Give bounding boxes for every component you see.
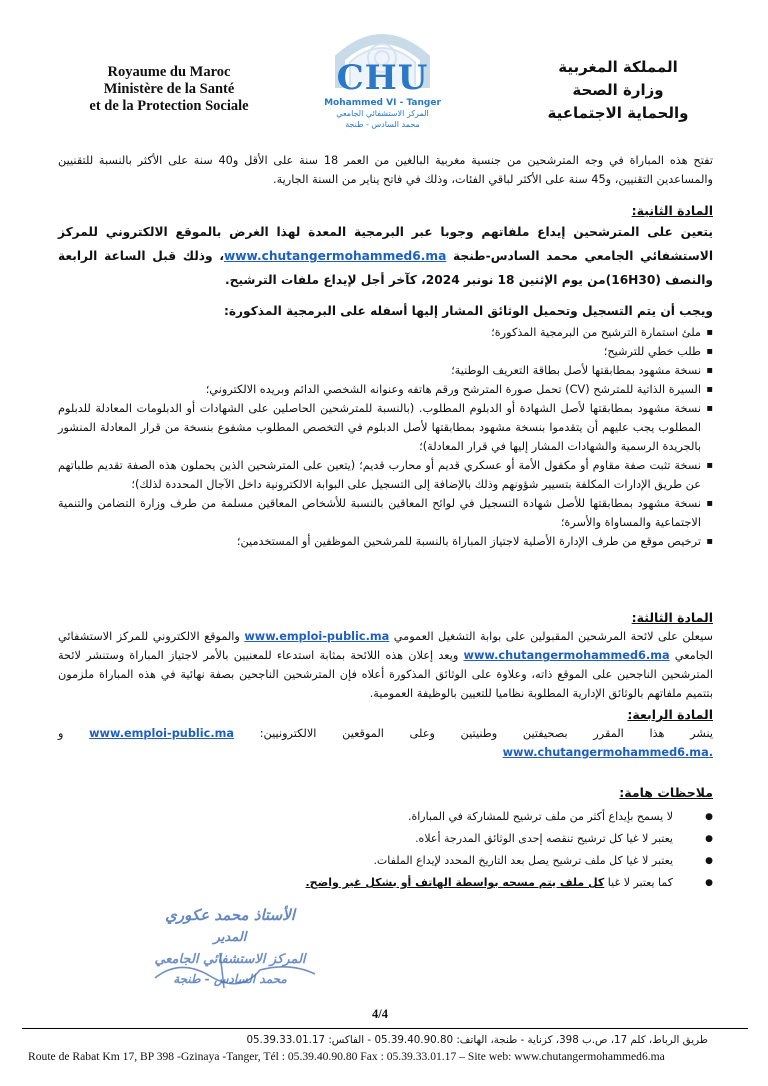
article-3-text-3: ويعد إعلان هذه اللائحة بمثابة استدعاء للمعنيين بالأمر لاجتياز المباراة وستنشر لائحة المترشحين الناجحين على الموقع ذاته، وعلاوة على الوثائق المذكورة أعلاه فإن المترشحين الناجحين بصفة نهائية في هذه المباراة ملزمون بتتميم ملفاتهم بالوثائق الإدارية المطلوبة نظاميا للتعيين بالوظيفة العمومية. [58,649,713,700]
intro-paragraph: تفتح هذه المباراة في وجه المترشحين من جنسية مغربية البالغين من العمر 18 سنة على الأقل و40 سنة على الأكثر بالنسبة للتقنيين والمساعدين التقنيين، و45 سنة على الأكثر لباقي الفئات، وذلك في فاتح يناير من السنة الجارية. [58,154,713,186]
footer-french: Route de Rabat Km 17, BP 398 -Gzinaya -Tanger, Tél : 05.39.40.90.80 Fax : 05.39.33.01.17 – Site web: www.chutangermohammed6.ma [28,1050,665,1063]
article-4-and: و [58,727,64,740]
header-ar-line2: وزارة الصحة [572,81,664,99]
list-item: ▪ السيرة الذاتية للمترشح (CV) تحمل صورة المترشح ورقم هاتفه وعنوانه الشخصي الدائم وبريده الالكتروني؛ [58,380,713,399]
list-item: ▪ طلب خطي للترشيح؛ [58,342,713,361]
emploi-public-link[interactable]: www.emploi-public.ma [244,630,390,643]
header-fr-line2: Ministère de la Santé [103,81,235,97]
stamp-line4: محمد السادس - طنجة [173,972,287,986]
logo-ar-line2: محمد السادس - طنجة [345,120,420,129]
list-item: ● يعتبر لا غيا كل ترشيح تنقصه إحدى الوثائق المدرجة أعلاه. [58,828,713,850]
footer-arabic: طريق الرباط، كلم 17، ص.ب 398، كزناية - طنجة، الهاتف: 05.39.40.90.80 - الفاكس: 05.39.33.01.17 [246,1034,708,1046]
notes-list [58,806,713,894]
list-item: ▪ نسخة مشهود بمطابقتها لأصل الشهادة أو الدبلوم المطلوب. (بالنسبة للمترشحين الحاصلين على الشهادات أو الدبلومات المعادلة للدبلوم المطلوب يجب عليهم أن يتقدموا بنسخة مشهود بمطابقتها لأصل الدبلوم في التخصص المطلوب مشفوع بنسخة من قرار المعادلة المنشور بالجريدة الرسمية والشهادات المشار إليها في قرار المعادلة)؛ [58,399,713,456]
article-3-text-2: والموقع الالكتروني للمركز الاستشفائي الجامعي [58,630,714,662]
notes-title: ملاحظات هامة: [619,785,713,800]
list-item: ▪ نسخة مشهود بمطابقتها للأصل شهادة التسجيل في لوائح المعاقين بالنسبة للأشخاص المعاقين مسلمة من طرف وزارة التضامن والتنمية الاجتماعية والمساواة والأسرة؛ [58,494,713,532]
article-2-title: المادة الثانية: [631,203,713,218]
stamp-line2: المدير [213,930,247,945]
logo-ar-line1: المركز الاستشفائي الجامعي [336,109,429,118]
article-2-paragraph [58,220,713,292]
article-2-text-b: ، وذلك قبل الساعة الرابعة والنصف (16H30)من يوم الإثنين 18 نونبر 2024، كآخر أجل لإيداع ملفات الترشيح. [58,249,713,287]
logo-main-text: CHU [336,58,429,98]
article-3 [58,610,713,703]
footer-divider [22,1028,748,1029]
header-fr-line1: Royaume du Maroc [107,64,231,80]
article-4 [58,707,713,762]
chu-logo [320,28,445,136]
article-2-subheading: ويجب أن يتم التسجيل وتحميل الوثائق المشار إليها أسفله على البرمجية المذكورة: [223,304,713,318]
emploi-public-link[interactable]: www.emploi-public.ma [89,727,235,740]
header-ar-line1: المملكة المغربية [558,58,678,76]
header-fr-line3: et de la Protection Sociale [89,98,249,114]
list-item: ▪ نسخة مشهود بمطابقتها لأصل بطاقة التعريف الوطنية؛ [58,361,713,380]
stamp-line1: الأستاذ محمد عكوري [165,906,295,924]
notes-last-b: كل ملف يتم مسحه بواسطة الهاتف أو بشكل غير واضح. [305,876,605,889]
stamp-line3: المركز الاستشفائي الجامعي [154,952,306,967]
article-4-paragraph [58,724,713,762]
article-4-text: ينشر هذا المقرر بصحيفتين وطنيتين وعلى الموقعين الالكترونيين: [259,727,714,740]
article-3-text-1: سيعلن على لائحة المرشحين المقبولين على بوابة التشغيل العمومي [393,630,713,643]
article-2 [58,203,713,551]
chutanger-link[interactable]: www.chutangermohammed6.ma [463,649,670,662]
list-item: ▪ ترخيص موقع من طرف الإدارة الأصلية لاجتياز المباراة بالنسبة للمرشحين الموظفين أو المستخدمين؛ [58,532,713,551]
article-3-paragraph [58,627,713,703]
logo-sub-text: Mohammed VI - Tanger [324,98,441,108]
page-number: 4/4 [372,1007,388,1021]
header-french [64,64,274,115]
article-3-title: المادة الثالثة: [631,610,713,625]
chutanger-link[interactable]: www.chutangermohammed6.ma [223,249,447,263]
notes-last-a: كما يعتبر لا غيا [607,876,673,889]
article-4-title: المادة الرابعة: [627,707,713,722]
list-item [58,872,713,894]
chutanger-link[interactable]: www.chutangermohammed6.ma. [502,746,713,759]
list-item: ● لا يسمح بإيداع أكثر من ملف ترشيح للمشاركة في المباراة. [58,806,713,828]
director-stamp [110,906,350,996]
header-arabic [528,56,708,125]
list-item: ● يعتبر لا غيا كل ملف ترشيح يصل بعد التاريخ المحدد لإيداع الملفات. [58,850,713,872]
signature-icon [150,948,320,992]
documents-list [58,323,713,551]
header-ar-line3: والحماية الاجتماعية [547,104,689,122]
notes-section [58,785,713,894]
list-item: ▪ نسخة تثبت صفة مقاوم أو مكفول الأمة أو عسكري قديم أو محارب قديم؛ (يتعين على المترشحين الذين يحملون هذه الصفة تقديم طلباتهم عن طريق الإدارات المكلفة بتسيير شؤونهم وذلك بالإضافة إلى التسجيل على البوابة الالكترونية داخل الآجال المحددة لذلك)؛ [58,456,713,494]
article-2-text-a: يتعين على المترشحين إيداع ملفاتهم وجوبا عبر البرمجية المعدة لهذا الغرض بالموقع الالكتروني للمركز الاستشفائي الجامعي محمد السادس-طنجة [58,225,713,263]
list-item: ▪ ملئ استمارة الترشيح من البرمجية المذكورة؛ [58,323,713,342]
